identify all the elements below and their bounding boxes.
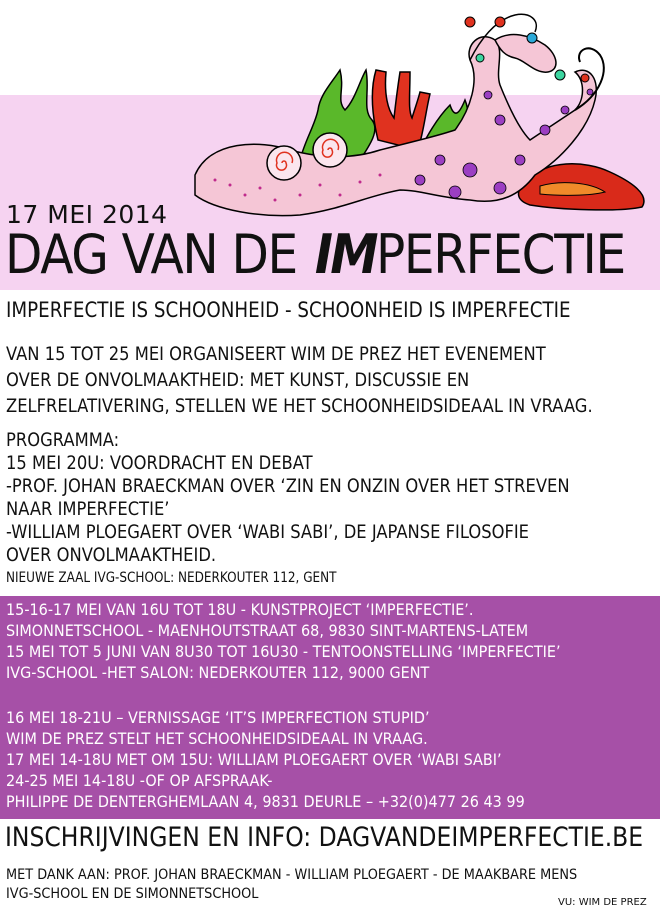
- dot-shape: [339, 194, 342, 197]
- fingertip-shape: [465, 17, 475, 27]
- slogan: IMPERFECTIE IS SCHOONHEID - SCHOONHEID IS IMPERFECTIE: [6, 298, 571, 322]
- spot-shape: [435, 155, 445, 165]
- acknowledgement-line: IVG-SCHOOL EN DE SIMONNETSCHOOL: [6, 886, 259, 902]
- intro-line: ZELFRELATIVERING, STELLEN WE HET SCHOONHEIDSIDEAAL IN VRAAG.: [6, 395, 593, 417]
- title-im: IM: [314, 223, 376, 286]
- title-prefix: DAG VAN DE: [5, 223, 297, 286]
- spot-shape: [561, 106, 569, 114]
- spot-shape: [449, 186, 461, 198]
- programma-line: -WILLIAM PLOEGAERT OVER ‘WABI SABI’, DE JAPANSE FILOSOFIE: [6, 521, 530, 543]
- intro-line: OVER DE ONVOLMAAKTHEID: MET KUNST, DISCUSSIE EN: [6, 369, 470, 391]
- programma-line: -PROF. JOHAN BRAECKMAN OVER ‘ZIN EN ONZIN OVER HET STREVEN: [6, 475, 570, 497]
- spot-shape: [515, 155, 525, 165]
- spot-shape: [495, 115, 505, 125]
- spot-shape: [463, 163, 477, 177]
- fingertip-shape: [527, 33, 537, 43]
- event-line: 17 MEI 14-18U MET OM 15U: WILLIAM PLOEGAERT OVER ‘WABI SABI’: [6, 750, 502, 769]
- dot-shape: [229, 184, 232, 187]
- dot-shape: [274, 199, 277, 202]
- dot-shape: [214, 179, 217, 182]
- event-line: 24-25 MEI 14-18U -OF OP AFSPRAAK-: [6, 771, 273, 790]
- dot-shape: [299, 194, 302, 197]
- fingertip-shape: [495, 17, 505, 27]
- event-date: 17 MEI 2014: [6, 200, 168, 229]
- programma-line: OVER ONVOLMAAKTHEID.: [6, 544, 217, 566]
- programma-line: NAAR IMPERFECTIE’: [6, 498, 170, 520]
- event-line: SIMONNETSCHOOL - MAENHOUTSTRAAT 68, 9830 SINT-MARTENS-LATEM: [6, 621, 529, 640]
- event-line: WIM DE PREZ STELT HET SCHOONHEIDSIDEAAL IN VRAAG.: [6, 729, 428, 748]
- event-line: 15 MEI TOT 5 JUNI VAN 8U30 TOT 16U30 - TENTOONSTELLING ‘IMPERFECTIE’: [6, 642, 561, 661]
- dot-shape: [359, 181, 362, 184]
- upper-limb-shape: [495, 35, 556, 73]
- programma-heading: PROGRAMMA:: [6, 429, 120, 451]
- programma-line: 15 MEI 20U: VOORDRACHT EN DEBAT: [6, 452, 313, 474]
- spot-shape: [415, 175, 425, 185]
- spot-shape: [540, 125, 550, 135]
- title-rest: PERFECTIE: [375, 223, 625, 286]
- spiral-circle-right: [313, 133, 347, 167]
- location-line: NIEUWE ZAAL IVG-SCHOOL: NEDERKOUTER 112, GENT: [6, 570, 337, 586]
- page-title: [5, 223, 625, 287]
- fingertip-shape: [555, 70, 565, 80]
- event-line: PHILIPPE DE DENTERGHEMLAAN 4, 9831 DEURLE – +32(0)477 26 43 99: [6, 792, 525, 811]
- fingertip-shape: [581, 74, 589, 82]
- red-hand-shape: [372, 70, 430, 150]
- responsible-publisher: VU: WIM DE PREZ: [558, 897, 647, 908]
- intro-line: VAN 15 TOT 25 MEI ORGANISEERT WIM DE PREZ HET EVENEMENT: [6, 343, 546, 365]
- spot-shape: [484, 91, 492, 99]
- event-line: IVG-SCHOOL -HET SALON: NEDERKOUTER 112, 9000 GENT: [6, 663, 430, 682]
- dot-shape: [259, 187, 262, 190]
- event-line: 16 MEI 18-21U – VERNISSAGE ‘IT’S IMPERFECTION STUPID’: [6, 708, 430, 727]
- acknowledgement-line: MET DANK AAN: PROF. JOHAN BRAECKMAN - WILLIAM PLOEGAERT - DE MAAKBARE MENS: [6, 867, 578, 883]
- spot-shape: [494, 182, 506, 194]
- registration-info: INSCHRIJVINGEN EN INFO: DAGVANDEIMPERFECTIE.BE: [5, 822, 644, 853]
- spot-shape: [587, 89, 593, 95]
- acknowledgements: [6, 866, 577, 904]
- dot-shape: [244, 194, 247, 197]
- fingertip-shape: [476, 54, 484, 62]
- dot-shape: [379, 174, 382, 177]
- event-line: 15-16-17 MEI VAN 16U TOT 18U - KUNSTPROJECT ‘IMPERFECTIE’.: [6, 600, 474, 619]
- dot-shape: [319, 184, 322, 187]
- spiral-circle-left: [267, 146, 301, 180]
